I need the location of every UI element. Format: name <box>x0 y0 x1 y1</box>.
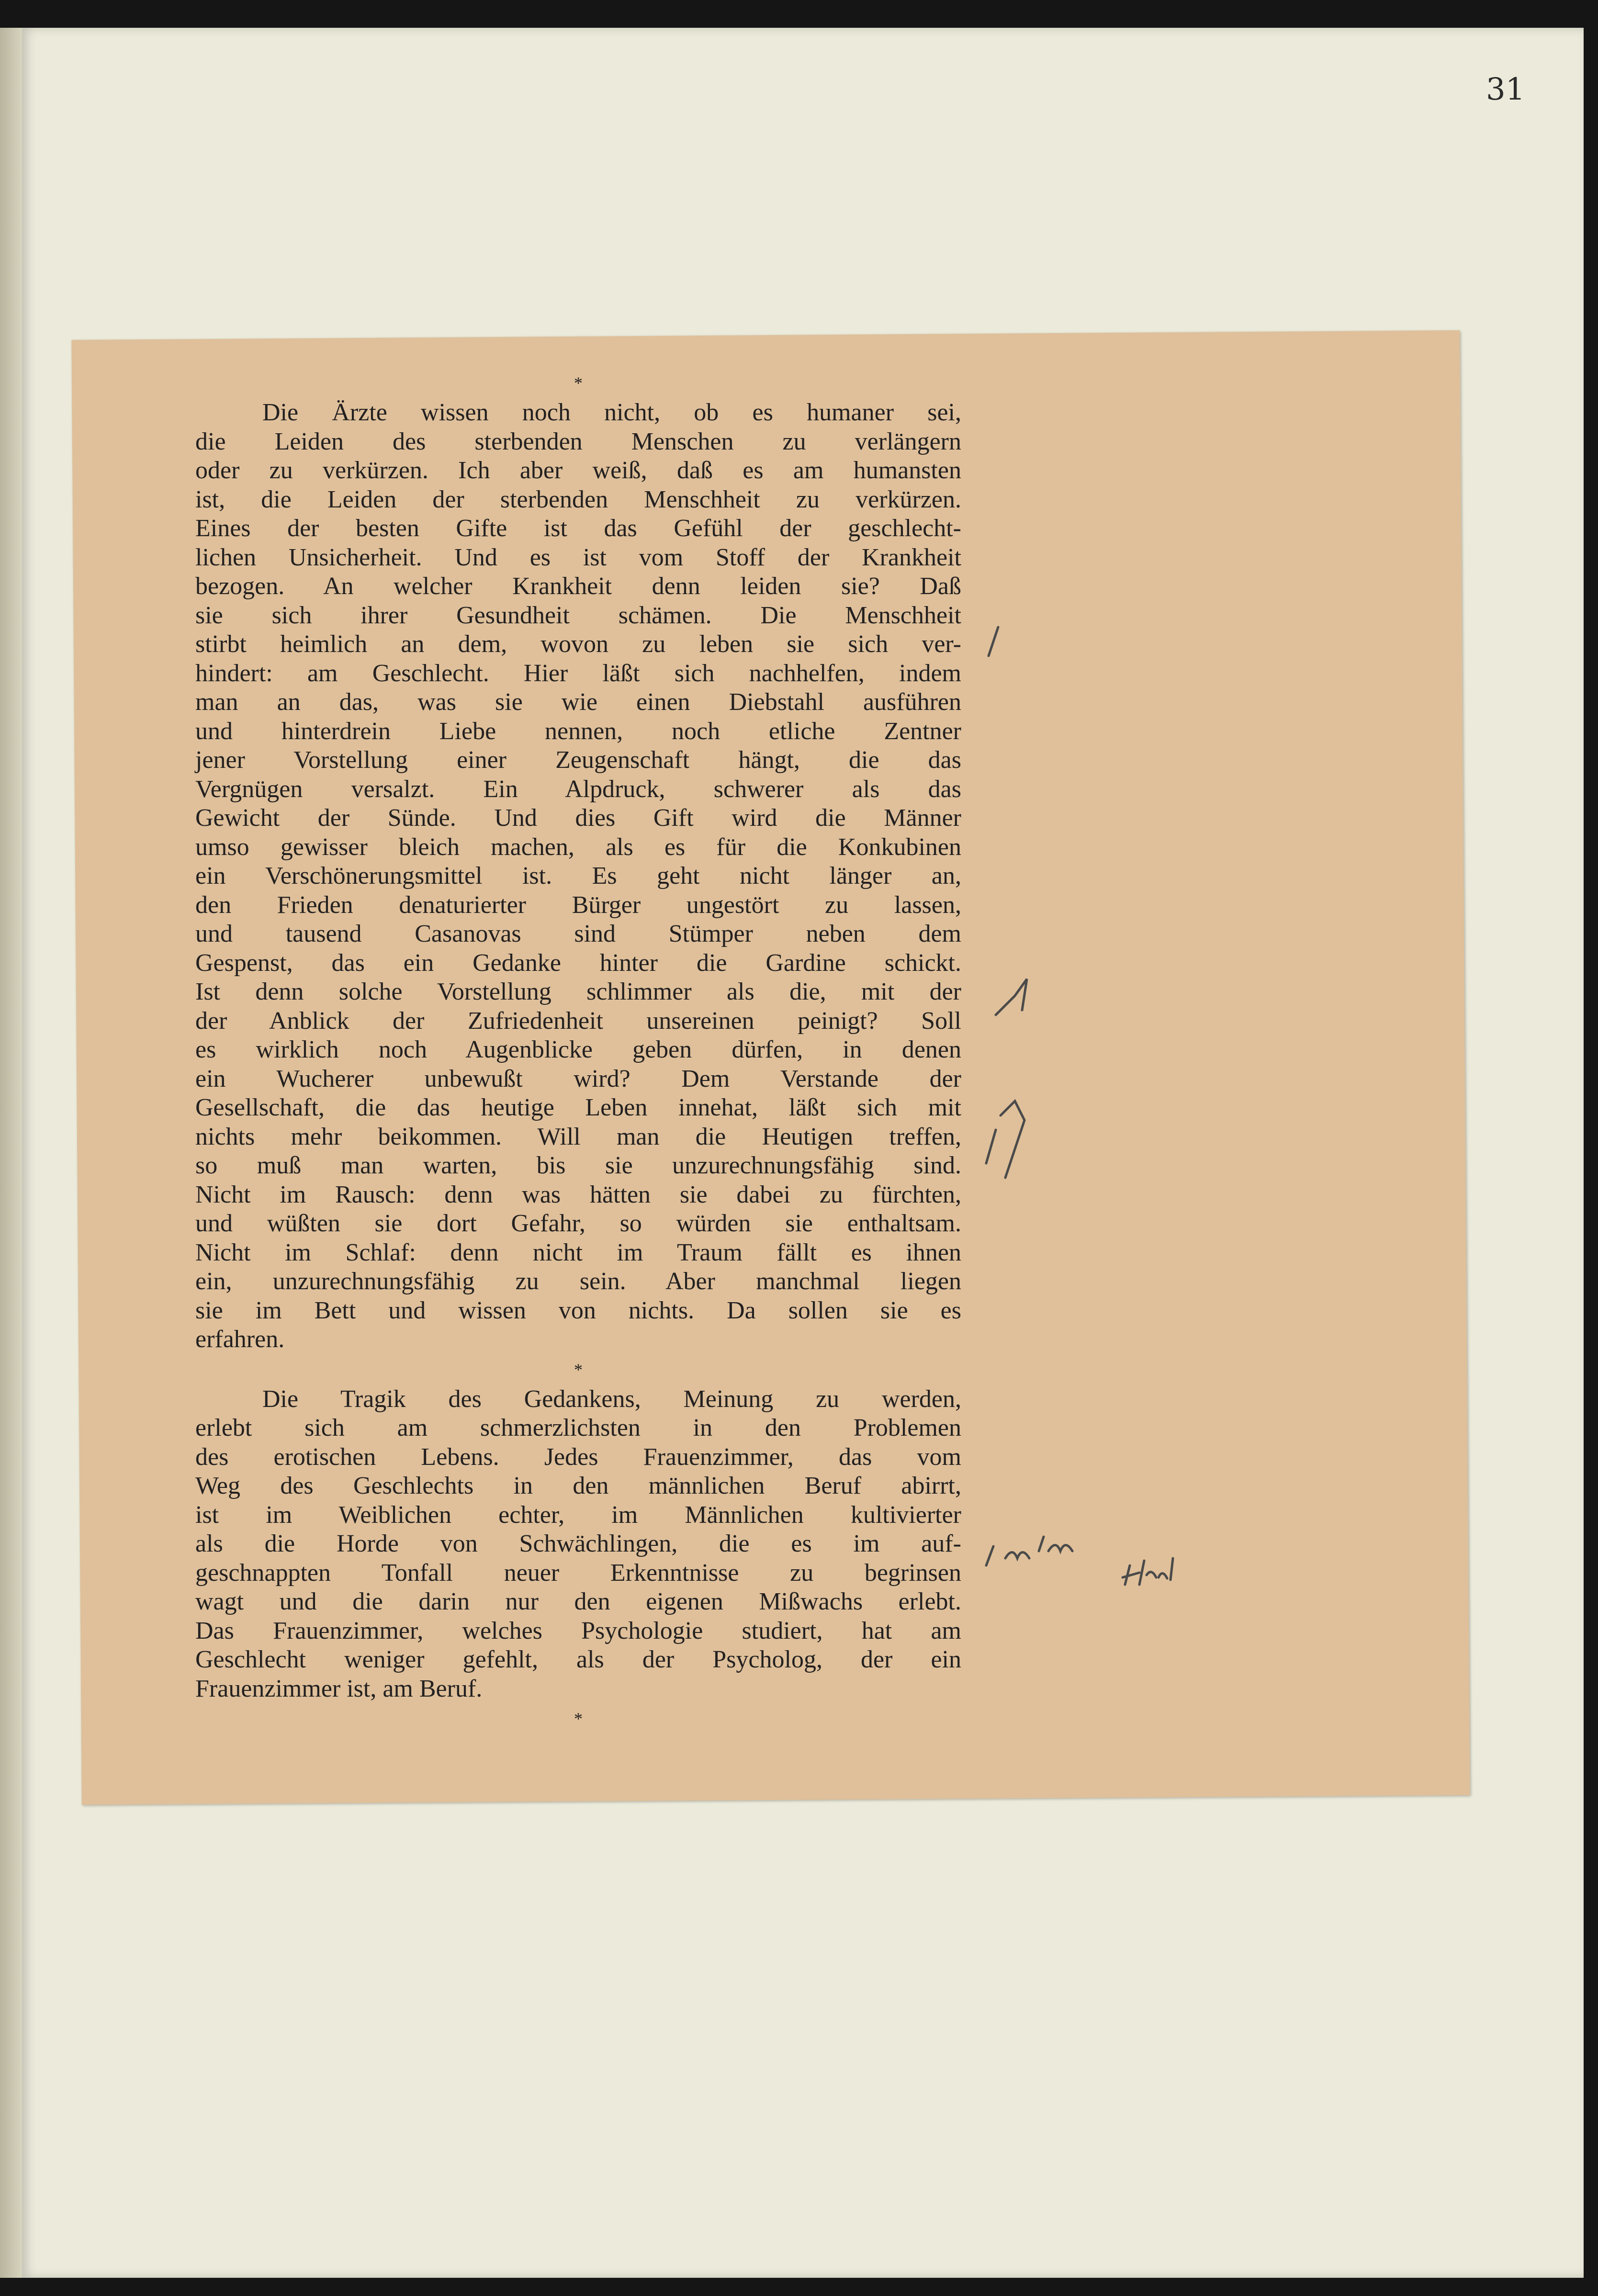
text-line: Die Tragik des Gedankens, Meinung zu werden, <box>262 1385 961 1413</box>
pencil-insertion-mark <box>986 1537 1072 1565</box>
text-line: so muß man warten, bis sie unzurechnungsfähig sind. <box>195 1152 961 1179</box>
pencil-tick-mark <box>996 979 1027 1015</box>
section-asterisk-top: * <box>574 373 583 393</box>
text-line: nichts mehr beikommen. Will man die Heutigen treffen, <box>195 1123 961 1150</box>
text-line: Die Ärzte wissen noch nicht, ob es humaner sei, <box>262 399 961 426</box>
pencil-annotation-mark <box>1123 1558 1173 1585</box>
text-line: lichen Unsicherheit. Und es ist vom Stoff der Krankheit <box>195 543 961 571</box>
text-line: hindert: am Geschlecht. Hier läßt sich nachhelfen, indem <box>195 659 961 687</box>
text-line: geschnappten Tonfall neuer Erkenntnisse zu begrinsen <box>195 1559 961 1587</box>
paragraph-1 <box>195 398 961 1354</box>
text-line: sie sich ihrer Gesundheit schämen. Die Menschheit <box>195 601 961 629</box>
text-line: den Frieden denaturierter Bürger ungestört zu lassen, <box>195 891 961 919</box>
text-line: erfahren. <box>195 1326 285 1353</box>
text-line: Das Frauenzimmer, welches Psychologie studiert, hat am <box>195 1617 961 1644</box>
text-line: es wirklich noch Augenblicke geben dürfen, in denen <box>195 1036 961 1063</box>
handwritten-margin-marks <box>967 613 1235 1637</box>
text-line: jener Vorstellung einer Zeugenschaft hängt, die das <box>195 746 961 774</box>
text-line: der Anblick der Zufriedenheit unsereinen peinigt? Soll <box>195 1007 961 1035</box>
text-line: ist im Weiblichen echter, im Männlichen kultivierter <box>195 1501 961 1529</box>
text-line: man an das, was sie wie einen Diebstahl ausführen <box>195 688 961 716</box>
pencil-tick-mark <box>986 1101 1024 1178</box>
text-line: und hinterdrein Liebe nennen, noch etliche Zentner <box>195 717 961 745</box>
text-line: bezogen. An welcher Krankheit denn leiden sie? Daß <box>195 573 961 600</box>
text-line: Eines der besten Gifte ist das Gefühl der geschlecht- <box>195 515 961 542</box>
text-line: ein Wucherer unbewußt wird? Dem Verstande der <box>195 1065 961 1092</box>
text-line: Vergnügen versalzt. Ein Alpdruck, schwerer als das <box>195 775 961 803</box>
text-line: stirbt heimlich an dem, wovon zu leben sie sich ver- <box>195 630 961 658</box>
section-asterisk-bottom: * <box>574 1709 583 1728</box>
text-line: Ist denn solche Vorstellung schlimmer als die, mit der <box>195 978 961 1005</box>
text-line: die Leiden des sterbenden Menschen zu verlängern <box>195 428 961 455</box>
text-line: ist, die Leiden der sterbenden Menschheit zu verkürzen. <box>195 485 961 513</box>
text-line: ein, unzurechnungsfähig zu sein. Aber manchmal liegen <box>195 1268 961 1295</box>
paragraph-2 <box>195 1385 961 1704</box>
pencil-tick-mark <box>989 627 998 656</box>
text-line: Nicht im Schlaf: denn nicht im Traum fällt es ihnen <box>195 1238 961 1266</box>
text-line: und wüßten sie dort Gefahr, so würden sie enthaltsam. <box>195 1210 961 1237</box>
text-line: des erotischen Lebens. Jedes Frauenzimmer, das vom <box>195 1443 961 1471</box>
page-number: 31 <box>1486 72 1525 107</box>
text-line: ein Verschönerungsmittel ist. Es geht nicht länger an, <box>195 862 961 889</box>
text-line: Geschlecht weniger gefehlt, als der Psycholog, der ein <box>195 1646 961 1673</box>
text-line: und tausend Casanovas sind Stümper neben dem <box>195 920 961 947</box>
text-line: Gespenst, das ein Gedanke hinter die Gardine schickt. <box>195 949 961 977</box>
text-line: Weg des Geschlechts in den männlichen Beruf abirrt, <box>195 1472 961 1499</box>
text-line: Nicht im Rausch: denn was hätten sie dabei zu fürchten, <box>195 1181 961 1208</box>
text-line: oder zu verkürzen. Ich aber weiß, daß es am humansten <box>195 457 961 484</box>
text-line: Gewicht der Sünde. Und dies Gift wird die Männer <box>195 804 961 832</box>
text-line: umso gewisser bleich machen, als es für die Konkubinen <box>195 833 961 861</box>
text-line: wagt und die darin nur den eigenen Mißwachs erlebt. <box>195 1588 961 1615</box>
text-line: sie im Bett und wissen von nichts. Da sollen sie es <box>195 1296 961 1324</box>
text-line: Gesellschaft, die das heutige Leben innehat, läßt sich mit <box>195 1094 961 1121</box>
text-line: erlebt sich am schmerzlichsten in den Problemen <box>195 1414 961 1441</box>
clipping-text <box>195 368 961 1734</box>
text-line: Frauenzimmer ist, am Beruf. <box>195 1675 483 1702</box>
section-asterisk-middle: * <box>574 1360 583 1379</box>
text-line: als die Horde von Schwächlingen, die es im auf- <box>195 1530 961 1557</box>
